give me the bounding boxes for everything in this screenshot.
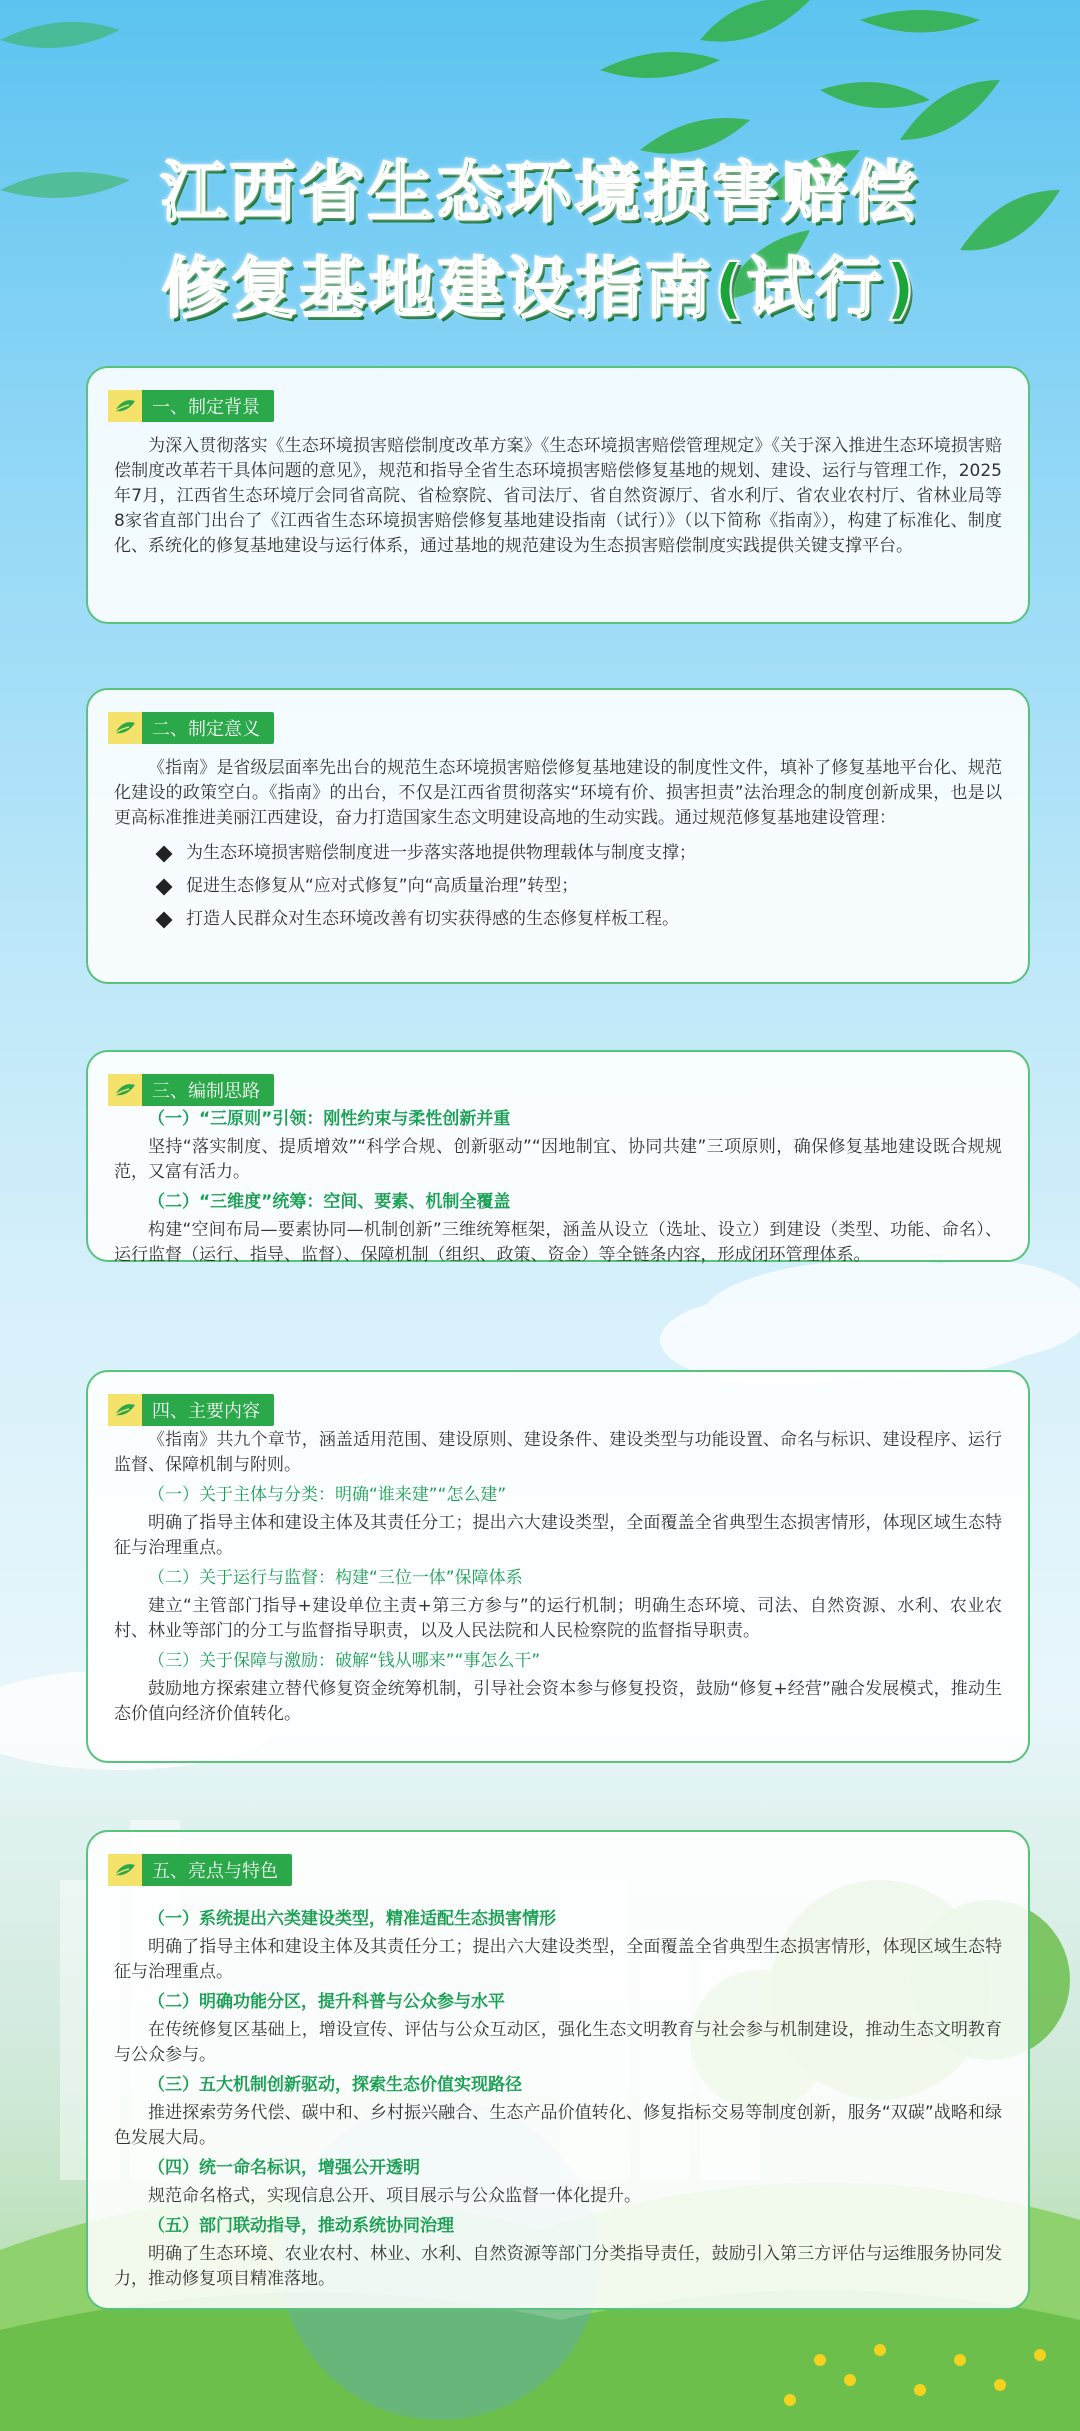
page-title [0, 145, 1080, 337]
paragraph: 建立“主管部门指导+建设单位主责+第三方参与”的运行机制；明确生态环境、司法、自然资源、水利、农业农村、林业等部门的分工与监督指导职责，以及人民法院和人民检察院的监督指导职责。 [114, 1596, 1002, 1641]
subheading: （五）部门联动指导，推动系统协同治理 [148, 2216, 454, 2236]
leaf-icon [108, 712, 142, 744]
subheading: （一）“三原则”引领：刚性约束与柔性创新并重 [148, 1109, 511, 1129]
section-heading [108, 390, 274, 422]
paragraph: 构建“空间布局—要素协同—机制创新”三维统筹框架，涵盖从设立（选址、设立）到建设（类型、功能、命名）、运行监督（运行、指导、监督）、保障机制（组织、政策、资金）等全链条内容，形成闭环管理体系。 [114, 1220, 1002, 1265]
subheading: （三）五大机制创新驱动，探索生态价值实现路径 [148, 2075, 522, 2095]
paragraph: 在传统修复区基础上，增设宣传、评估与公众互动区，强化生态文明教育与社会参与机制建设，推动生态文明教育与公众参与。 [114, 2020, 1002, 2065]
section-heading-text: 二、制定意义 [152, 719, 260, 740]
subheading: （四）统一命名标识，增强公开透明 [148, 2158, 420, 2178]
paragraph: 明确了指导主体和建设主体及其责任分工；提出六大建设类型，全面覆盖全省典型生态损害情形，体现区域生态特征与治理重点。 [114, 1513, 1002, 1558]
section-heading-text: 五、亮点与特色 [152, 1861, 278, 1882]
paragraph: 鼓励地方探索建立替代修复资金统筹机制，引导社会资本参与修复投资，鼓励“修复+经营”融合发展模式，推动生态价值向经济价值转化。 [114, 1679, 1002, 1724]
section-heading [108, 1394, 274, 1426]
diamond-icon [156, 846, 173, 863]
section-content-panel [86, 1370, 1030, 1763]
leaf-icon [108, 1394, 142, 1426]
section-background-panel [86, 366, 1030, 624]
paragraph: 规范命名格式，实现信息公开、项目展示与公众监督一体化提升。 [148, 2186, 641, 2206]
paragraph: 坚持“落实制度、提质增效”“科学合规、创新驱动”“因地制宜、协同共建”三项原则，确保修复基地建设既合规规范，又富有活力。 [114, 1137, 1002, 1182]
section-heading [108, 1074, 274, 1106]
diamond-icon [156, 879, 173, 896]
title-line-1: 江西省生态环境损害赔偿 [160, 154, 920, 231]
paragraph: 明确了指导主体和建设主体及其责任分工；提出六大建设类型，全面覆盖全省典型生态损害情形，体现区域生态特征与治理重点。 [114, 1937, 1002, 1982]
paragraph: 明确了生态环境、农业农村、林业、水利、自然资源等部门分类指导责任，鼓励引入第三方评估与运维服务协同发力，推动修复项目精准落地。 [114, 2244, 1002, 2289]
bullet-text: 促进生态修复从“应对式修复”向“高质量治理”转型； [186, 876, 579, 896]
bullet-item [114, 837, 1002, 870]
section-highlights-panel [86, 1830, 1030, 2310]
leaf-icon [108, 1854, 142, 1886]
bullet-item [114, 903, 1002, 936]
leaf-icon [108, 390, 142, 422]
section-significance-panel [86, 688, 1030, 984]
subheading: （三）关于保障与激励：破解“钱从哪来”“事怎么干” [148, 1651, 541, 1671]
paragraph: 推进探索劳务代偿、碳中和、乡村振兴融合、生态产品价值转化、修复指标交易等制度创新，服务“双碳”战略和绿色发展大局。 [114, 2103, 1002, 2148]
section-heading [108, 712, 274, 744]
subheading: （一）系统提出六类建设类型，精准适配生态损害情形 [148, 1909, 556, 1929]
section-heading-text: 一、制定背景 [152, 397, 260, 418]
section-approach-panel [86, 1050, 1030, 1265]
paragraph: 为深入贯彻落实《生态环境损害赔偿制度改革方案》《生态环境损害赔偿管理规定》《关于深入推进生态环境损害赔偿制度改革若干具体问题的意见》，规范和指导全省生态环境损害赔偿修复基地的规划、建设、运行与管理工作，2025年7月，江西省生态环境厅会同省高院、省检察院、省司法厅、省自然资源厅、省水利厅、省农业农村厅、省林业局等8家省直部门出台了《江西省生态环境损害赔偿修复基地建设指南（试行）》（以下简称《指南》），构建了标准化、制度化、系统化的修复基地建设与运行体系，通过基地的规范建设为生态损害赔偿制度实践提供关键支撑平台。 [114, 436, 1002, 556]
diamond-icon [156, 912, 173, 929]
section-heading-text: 三、编制思路 [152, 1081, 260, 1102]
section-heading [108, 1854, 292, 1886]
paragraph: 《指南》共九个章节，涵盖适用范围、建设原则、建设条件、建设类型与功能设置、命名与标识、建设程序、运行监督、保障机制与附则。 [114, 1430, 1002, 1475]
bullet-text: 打造人民群众对生态环境改善有切实获得感的生态修复样板工程。 [186, 909, 679, 929]
subheading: （二）“三维度”统筹：空间、要素、机制全覆盖 [148, 1192, 511, 1212]
leaf-icon [108, 1074, 142, 1106]
title-line-2: 修复基地建设指南(试行) [161, 250, 919, 327]
bullet-text: 为生态环境损害赔偿制度进一步落实落地提供物理载体与制度支撑； [186, 843, 696, 863]
subheading: （二）明确功能分区，提升科普与公众参与水平 [148, 1992, 505, 2012]
section-heading-text: 四、主要内容 [152, 1401, 260, 1422]
subheading: （一）关于主体与分类：明确“谁来建”“怎么建” [148, 1485, 507, 1505]
paragraph: 《指南》是省级层面率先出台的规范生态环境损害赔偿修复基地建设的制度性文件，填补了修复基地平台化、规范化建设的政策空白。《指南》的出台，不仅是江西省贯彻落实“环境有价、损害担责”法治理念的制度创新成果，也是以更高标准推进美丽江西建设，奋力打造国家生态文明建设高地的生动实践。通过规范修复基地建设管理： [114, 758, 1002, 828]
bullet-item [114, 870, 1002, 903]
subheading: （二）关于运行与监督：构建“三位一体”保障体系 [148, 1568, 523, 1588]
